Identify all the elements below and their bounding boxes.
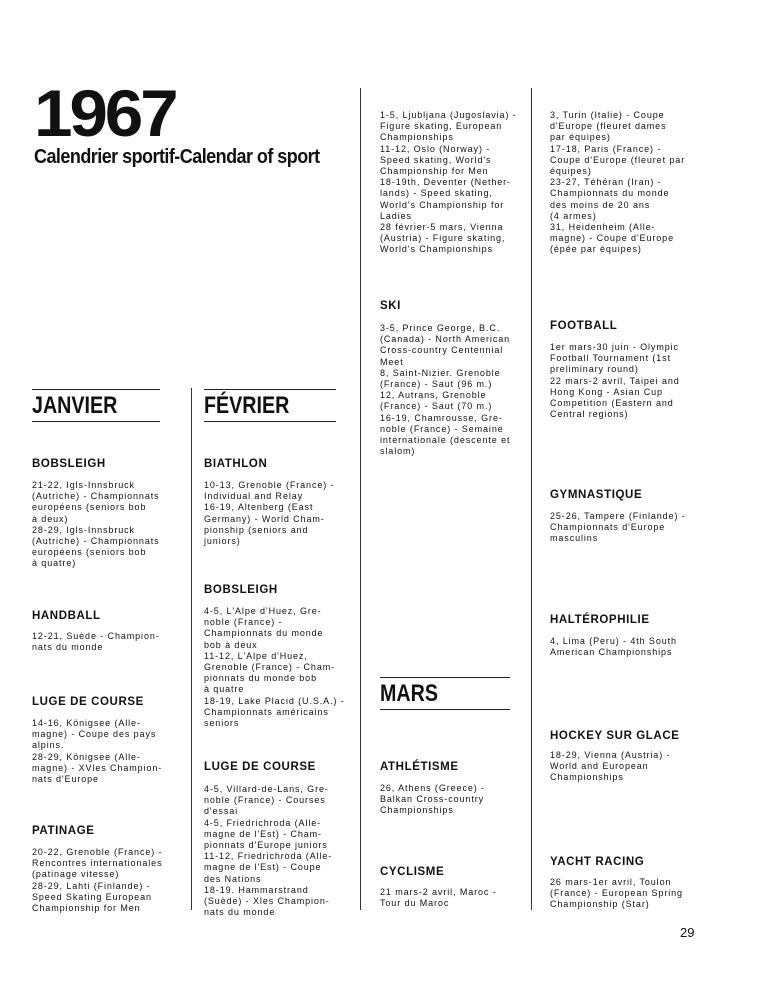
section-text-athletisme: 26, Athens (Greece) - Balkan Cross-country Championships xyxy=(380,783,485,816)
month-rule xyxy=(32,421,160,422)
section-text-biathlon: 10-13, Grenoble (France) - Individual and Relay 16-19, Altenberg (East Germany) - World Cham- pionship (seniors and juniors) xyxy=(204,480,335,547)
column-divider xyxy=(191,388,192,910)
column-divider xyxy=(531,88,532,910)
section-title-yacht: YACHT RACING xyxy=(550,856,645,868)
section-text-patinage: 20-22, Grenoble (France) - Rencontres internationales (patinage vitesse) 28-29, Lahti (Finlande) - Speed Skating European Championship for Men xyxy=(32,847,163,914)
section-title-hockey: HOCKEY SUR GLACE xyxy=(550,730,680,742)
section-title-athletisme: ATHLÉTISME xyxy=(380,761,459,773)
section-text-halterophilie: 4, Lima (Peru) - 4th South American Championships xyxy=(550,636,677,658)
section-title-patinage: PATINAGE xyxy=(32,825,95,837)
fencing-events-text: 3, Turin (Italie) - Coupe d'Europe (fleuret dames par équipes) 17-18, Paris (France) - Coupe d'Europe (fleuret par équipes) 23-27, Téhéran (Iran) - Championnats du monde des moins de 20 ans (4 armes) 31, Heidenheim (Alle- magne) - Coupe d'Europe (épée par équipes) xyxy=(550,110,686,255)
section-text-handball: 12-21, Suède - Champion- nats du monde xyxy=(32,631,160,653)
section-title-biathlon: BIATHLON xyxy=(204,458,268,470)
page-number: 29 xyxy=(680,925,695,940)
month-rule xyxy=(204,389,336,390)
month-rule xyxy=(380,709,510,710)
section-text-hockey: 18-29, Vienna (Austria) - World and European Championships xyxy=(550,750,671,783)
month-rule xyxy=(32,389,160,390)
section-title-football: FOOTBALL xyxy=(550,320,618,332)
month-rule xyxy=(204,421,336,422)
section-title-bobsleigh-feb: BOBSLEIGH xyxy=(204,584,278,596)
section-title-ski: SKI xyxy=(380,300,401,312)
section-text-football: 1er mars-30 juin - Olympic Football Tournament (1st preliminary round) 22 mars-2 avril, Taipei and Hong Kong - Asian Cup Competition (Eastern and Central regions) xyxy=(550,342,680,420)
page-subtitle: Calendrier sportif-Calendar of sport xyxy=(34,146,320,168)
month-janvier: JANVIER xyxy=(32,392,118,419)
month-fevrier: FÉVRIER xyxy=(204,392,290,419)
section-title-handball: HANDBALL xyxy=(32,610,101,622)
section-title-bobsleigh-jan: BOBSLEIGH xyxy=(32,458,106,470)
month-mars: MARS xyxy=(380,680,438,707)
section-text-gymnastique: 25-26, Tampere (Finlande) - Championnats d'Europe masculins xyxy=(550,511,686,544)
section-text-yacht: 26 mars-1er avril, Toulon (France) - European Spring Championship (Star) xyxy=(550,877,683,910)
section-text-luge-feb: 4-5, Villard-de-Lans, Gre- noble (France) - Courses d'essai 4-5, Friedrichroda (Alle- magne de l'Est) - Cham- pionnats d'Europe juniors 11-12, Friedrichroda (Alle- magne de l'Est) - Coupe des Nations 18-19. Hammarstrand (Suède) - Xles Champion- nats du monde xyxy=(204,784,333,918)
section-title-gymnastique: GYMNASTIQUE xyxy=(550,489,643,501)
section-title-cyclisme: CYCLISME xyxy=(380,866,445,878)
section-text-cyclisme: 21 mars-2 avril, Maroc - Tour du Maroc xyxy=(380,887,497,909)
page-year: 1967 xyxy=(34,76,176,150)
section-text-ski: 3-5, Prince George, B.C. (Canada) - North American Cross-country Centennial Meet 8, Saint-Nizier. Grenoble (France) - Saut (96 m.) 12, Autrans, Grenoble (France) - Saut (70 m.) 16-19, Chamrousse, Gre- noble (France) - Semaine internationale (descente et slalom) xyxy=(380,323,511,457)
month-rule xyxy=(380,677,510,678)
section-title-luge-jan: LUGE DE COURSE xyxy=(32,696,144,708)
section-text-bobsleigh-jan: 21-22, Igls-Innsbruck (Autriche) - Championnats européens (seniors bob à deux) 28-29, Igls-Innsbruck (Autriche) - Championnats européens (seniors bob à quatre) xyxy=(32,480,160,569)
section-title-luge-feb: LUGE DE COURSE xyxy=(204,761,316,773)
column-divider xyxy=(360,88,361,910)
section-title-halterophilie: HALTÉROPHILIE xyxy=(550,614,650,626)
skating-events-text: 1-5, Ljubljana (Jugoslavia) - Figure skating, European Championships 11-12, Oslo (Norway) - Speed skating, World's Championship for Men 18-19th, Deventer (Nether- lands) - Speed skating, World's Championship for Ladies 28 février-5 mars, Vienna (Austria) - Figure skating, World's Championships xyxy=(380,110,517,255)
section-text-luge-jan: 14-16, Königsee (Alle- magne) - Coupe des pays alpins. 28-29, Königsee (Alle- magne) - XVles Champion- nats d'Europe xyxy=(32,718,163,785)
section-text-bobsleigh-feb: 4-5, L'Alpe d'Huez, Gre- noble (France) - Championnats du monde bob à deux 11-12, L'Alpe d'Huez, Grenoble (France) - Cham- pionnats du monde bob à quatre 18-19, Lake Placid (U.S.A.) - Championnats américains seniors xyxy=(204,606,345,729)
